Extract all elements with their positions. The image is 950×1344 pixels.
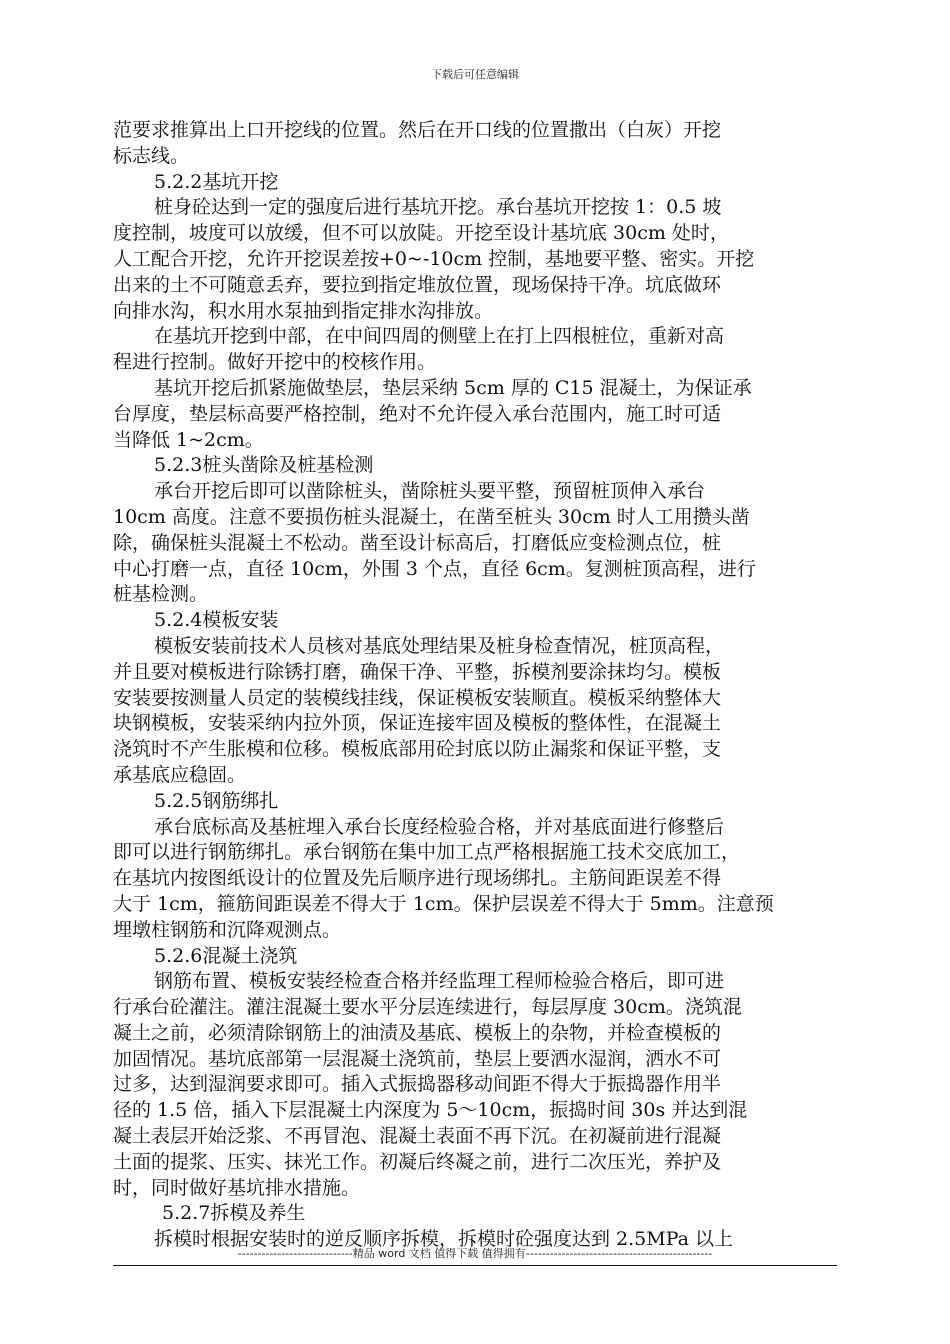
text-line: 块钢模板，安装采纳内拉外顶，保证连接牢固及模板的整体性，在混凝土 [113, 712, 722, 735]
text-line: 承台底标高及基桩埋入承台长度经检验合格，并对基底面进行修整后 [154, 815, 725, 838]
text-line: 加固情况。基坑底部第一层混凝土浇筑前，垫层上要洒水湿润，洒水不可 [113, 1047, 722, 1070]
text-line: 当降低 1~2cm。 [113, 428, 264, 451]
page-header: 下载后可任意编辑 [431, 68, 519, 81]
text-line: 人工配合开挖，允许开挖误差按+0~-10cm 控制，基地要平整、密实。开挖 [113, 247, 755, 270]
text-line: 范要求推算出上口开挖线的位置。然后在开口线的位置撒出（白灰）开挖 [113, 119, 722, 141]
footer-text: -----------------------------精品 word 文档 值得下载 值得拥有----------------------------------------------- [237, 1247, 713, 1260]
document-body [113, 118, 837, 1253]
text-line: 土面的提浆、压实、抹光工作。初凝后终凝之前，进行二次压光，养护及 [113, 1150, 722, 1173]
text-line: 凝土之前，必须清除钢筋上的油渍及基底、模板上的杂物，并检查模板的 [113, 1021, 722, 1044]
text-line: 浇筑时不产生胀模和位移。模板底部用砼封底以防止漏浆和保证平整，支 [113, 738, 722, 761]
page-footer [113, 1245, 837, 1266]
text-line: 行承台砼灌注。灌注混凝土要水平分层连续进行，每层厚度 30cm。浇筑混 [113, 996, 742, 1019]
text-line: 台厚度，垫层标高要严格控制，绝对不允许侵入承台范围内，施工时可适 [113, 402, 722, 425]
text-line: 10cm 高度。注意不要损伤桩头混凝土，在凿至桩头 30cm 时人工用攒头凿 [113, 505, 750, 528]
text-line: 模板安装前技术人员核对基底处理结果及桩身检查情况，桩顶高程， [154, 634, 725, 657]
text-line: 基坑开挖后抓紧施做垫层，垫层采纳 5cm 厚的 C15 混凝土，为保证承 [154, 376, 752, 399]
text-line: 向排水沟，积水用水泵抽到指定排水沟排放。 [113, 299, 494, 322]
text-line: 出来的土不可随意丢弃，要拉到指定堆放位置，现场保持干净。坑底做环 [113, 273, 722, 296]
text-line: 埋墩柱钢筋和沉降观测点。 [113, 918, 342, 941]
text-line: 5.2.6混凝土浇筑 [154, 944, 298, 967]
text-line: 5.2.4模板安装 [154, 609, 279, 632]
text-line: 标志线。 [113, 144, 190, 167]
text-line: 5.2.3桩头凿除及桩基检测 [154, 454, 374, 477]
text-line: 5.2.7拆模及养生 [162, 1202, 306, 1225]
footer-rule [113, 1265, 837, 1266]
text-line: 除，确保桩头混凝土不松动。凿至设计标高后，打磨低应变检测点位，桩 [113, 531, 722, 554]
text-line: 承基底应稳固。 [113, 763, 247, 786]
text-line: 程进行控制。做好开挖中的校核作用。 [113, 351, 437, 374]
text-line: 安装要按测量人员定的装模线挂线，保证模板安装顺直。模板采纳整体大 [113, 686, 722, 709]
text-line: 过多，达到湿润要求即可。插入式振捣器移动间距不得大于振捣器作用半 [113, 1073, 722, 1096]
text-line: 在基坑开挖到中部，在中间四周的侧壁上在打上四根桩位，重新对高 [154, 325, 725, 348]
text-line: 即可以进行钢筋绑扎。承台钢筋在集中加工点严格根据施工技术交底加工， [113, 841, 741, 864]
text-line: 桩基检测。 [113, 583, 209, 606]
text-line: 在基坑内按图纸设计的位置及先后顺序进行现场绑扎。主筋间距误差不得 [113, 867, 722, 890]
text-line: 中心打磨一点，直径 10cm，外围 3 个点，直径 6cm。复测桩顶高程，进行 [113, 557, 756, 580]
text-line: 径的 1.5 倍，插入下层混凝土内深度为 5～10cm，振捣时间 30s 并达到混 [113, 1099, 748, 1122]
text-line: 大于 1cm，箍筋间距误差不得大于 1cm。保护层误差不得大于 5mm。注意预 [113, 892, 774, 915]
text-line: 桩身砼达到一定的强度后进行基坑开挖。承台基坑开挖按 1：0.5 坡 [154, 196, 722, 219]
text-line: 承台开挖后即可以凿除桩头，凿除桩头要平整，预留桩顶伸入承台 [154, 480, 706, 503]
text-line: 并且要对模板进行除锈打磨，确保干净、平整，拆模剂要涂抹均匀。模板 [113, 660, 722, 683]
text-line: 钢筋布置、模板安装经检查合格并经监理工程师检验合格后，即可进 [154, 970, 725, 993]
text-line: 时，同时做好基坑排水措施。 [113, 1176, 361, 1199]
text-line: 5.2.2基坑开挖 [154, 170, 279, 193]
text-line: 5.2.5钢筋绑扎 [154, 789, 279, 812]
text-line: 拆模时根据安装时的逆反顺序拆模，拆模时砼强度达到 2.5MPa 以上 [154, 1228, 734, 1251]
text-line: 凝土表层开始泛浆、不再冒泡、混凝土表面不再下沉。在初凝前进行混凝 [113, 1125, 722, 1148]
text-line: 度控制，坡度可以放缓，但不可以放陡。开挖至设计基坑底 30cm 处时， [113, 222, 729, 245]
